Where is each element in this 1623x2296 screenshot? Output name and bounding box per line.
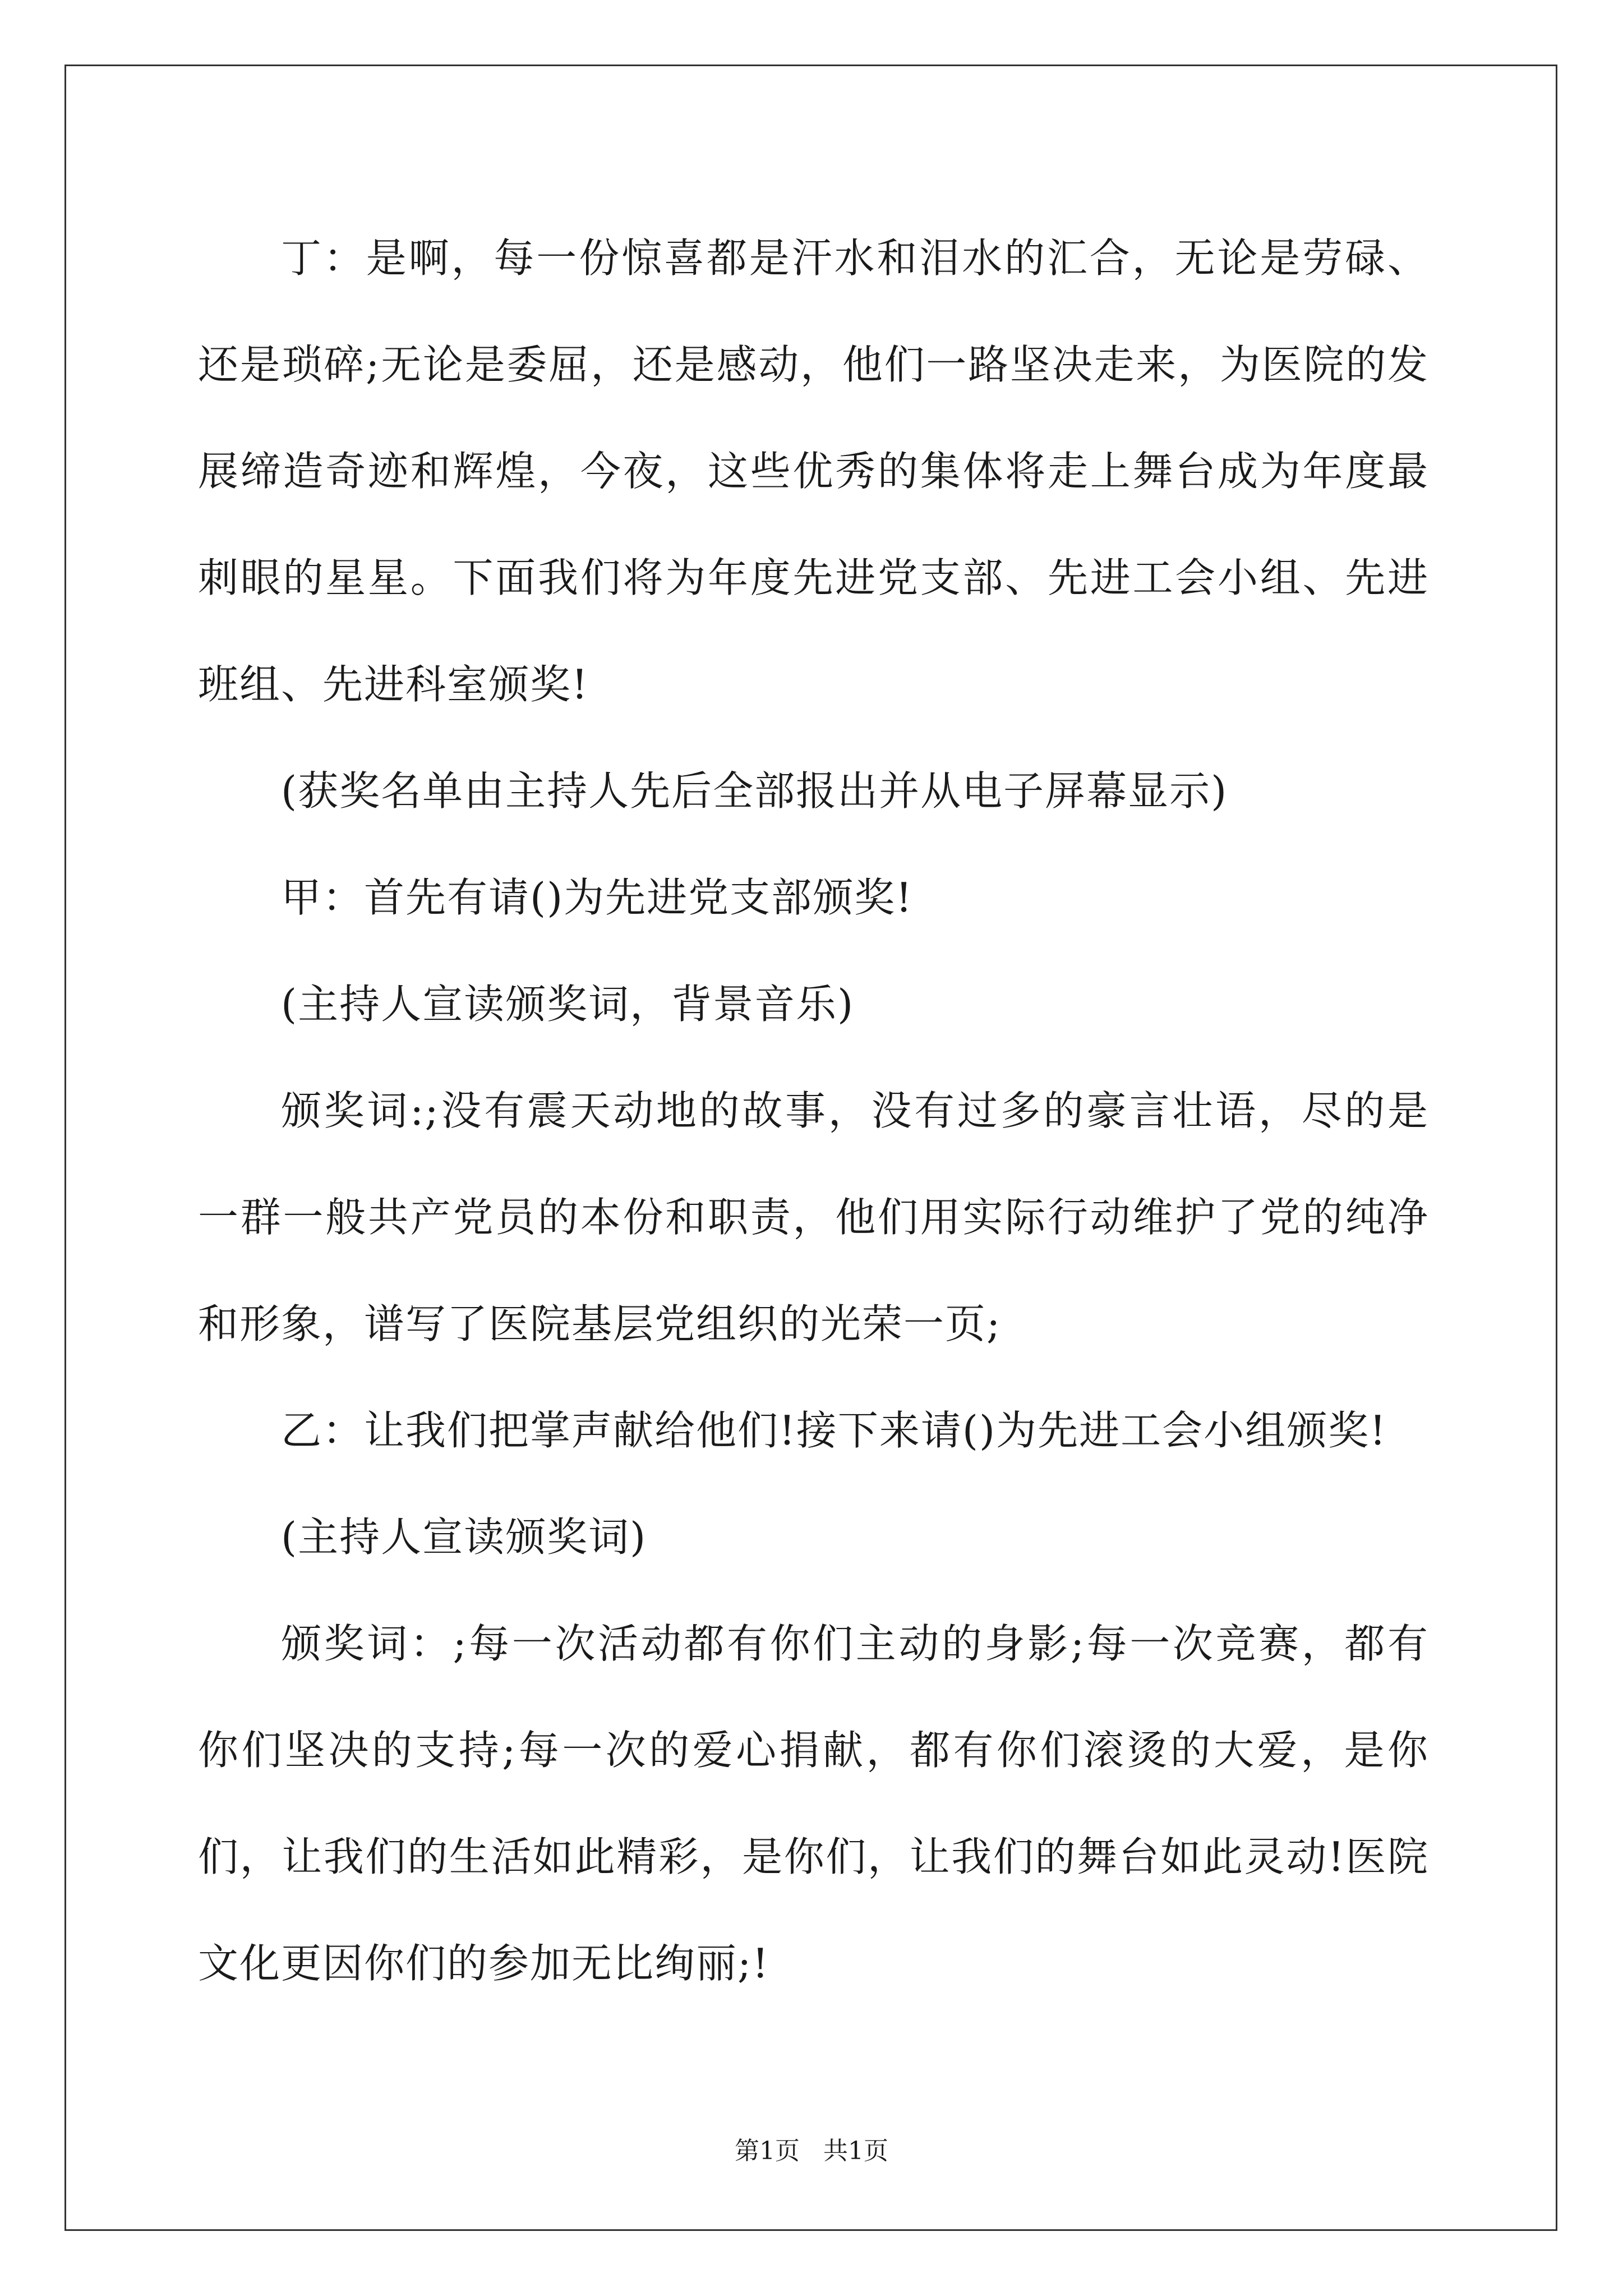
- paragraph: (主持人宣读颁奖词，背景音乐): [281, 981, 855, 1028]
- page-footer: [0, 2131, 1623, 2166]
- paragraph: 丁：是啊，每一份惊喜都是汗水和泪水的汇合，无论是劳碌、还是琐碎;无论是委屈，还是感动，他们一路坚决走来，为医院的发展缔造奇迹和辉煌，今夜，这些优秀的集体将走上舞台成为年度最刺眼的星星。下面我们将为年度先进党支部、先进工会小组、先进班组、先进科室颁奖!: [198, 234, 1429, 708]
- page-number: 第1页: [735, 2137, 800, 2165]
- paragraph: 乙：让我们把掌声献给他们!接下来请()为先进工会小组颁奖!: [281, 1407, 1387, 1454]
- document-body: [198, 205, 1429, 2017]
- paragraph: (主持人宣读颁奖词): [281, 1513, 647, 1561]
- paragraph: 甲：首先有请()为先进党支部颁奖!: [281, 874, 914, 921]
- page-total: 共1页: [823, 2137, 888, 2165]
- paragraph: 颁奖词：;每一次活动都有你们主动的身影;每一次竞赛，都有你们坚决的支持;每一次的爱心捐献，都有你们滚烫的大爱，是你们，让我们的生活如此精彩，是你们，让我们的舞台如此灵动!医院文化更因你们的参加无比绚丽;!: [198, 1620, 1429, 1987]
- footer-gap: [800, 2137, 823, 2165]
- paragraph: 颁奖词:;没有震天动地的故事，没有过多的豪言壮语，尽的是一群一般共产党员的本份和职责，他们用实际行动维护了党的纯净和形象，谱写了医院基层党组织的光荣一页;: [198, 1087, 1429, 1347]
- paragraph: (获奖名单由主持人先后全部报出并从电子屏幕显示): [281, 767, 1228, 815]
